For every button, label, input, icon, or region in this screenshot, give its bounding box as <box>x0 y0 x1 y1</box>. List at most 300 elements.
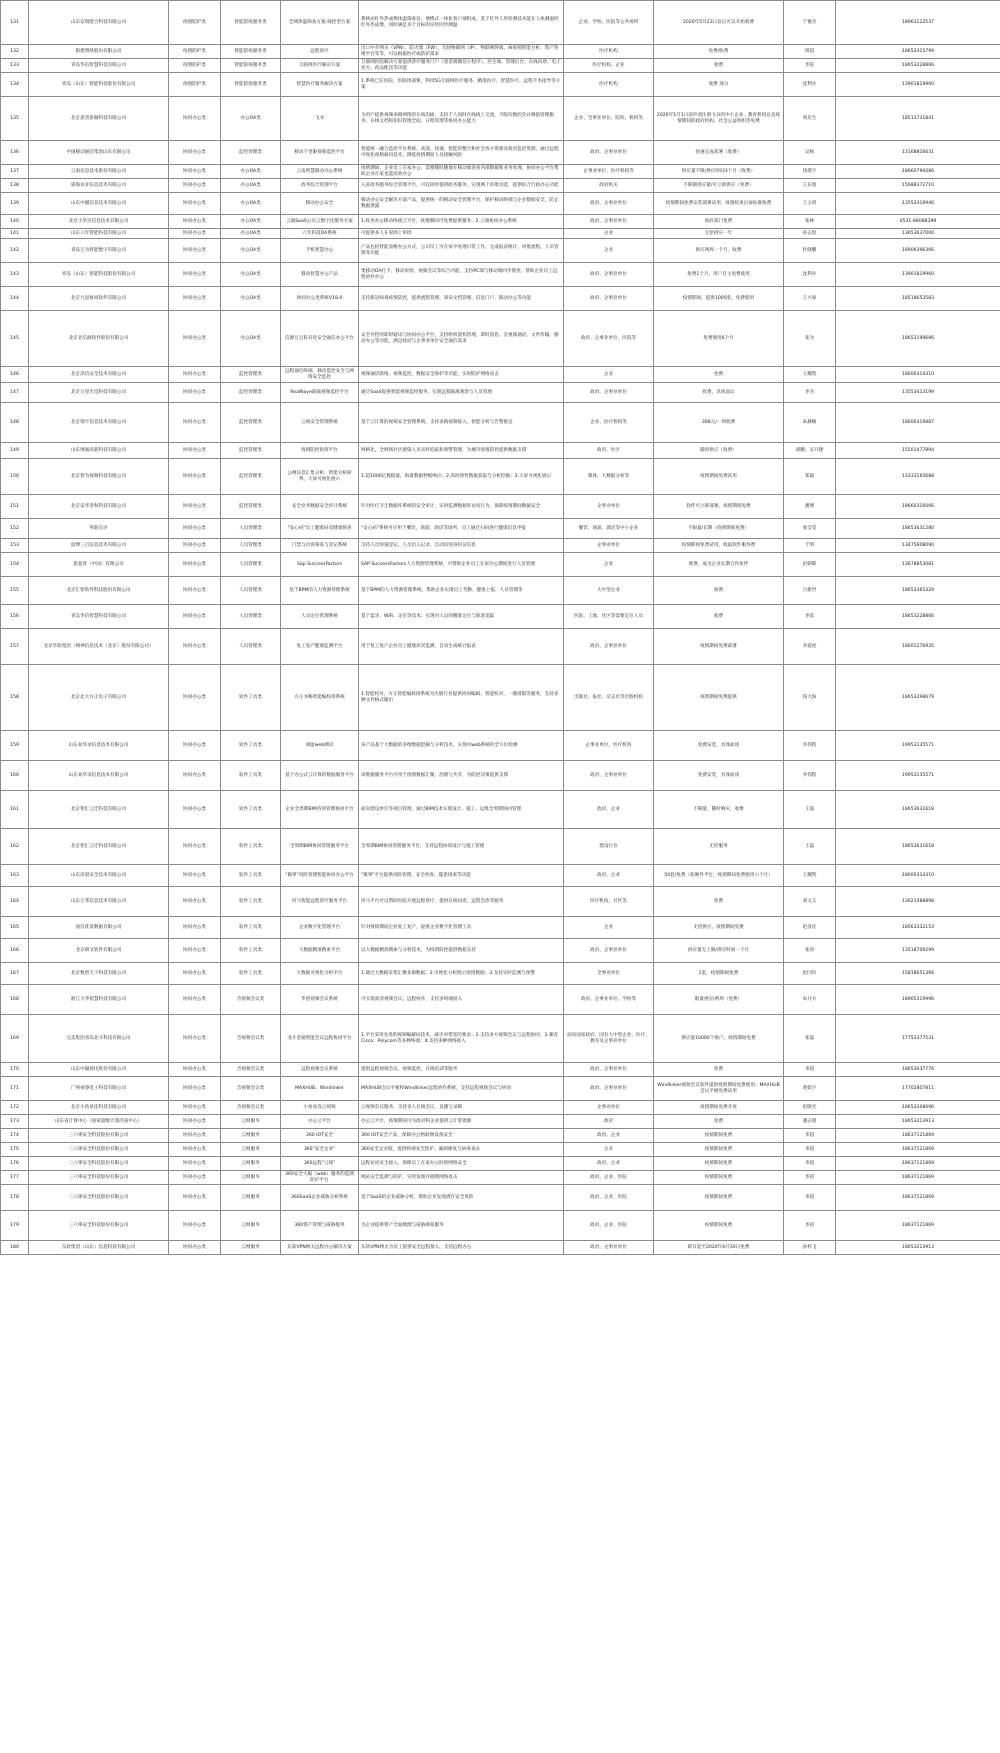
contact-phone-cell: 18601276935 <box>836 629 1000 665</box>
product-name-cell: 安全业务数据安全审计系统 <box>281 495 359 519</box>
target-users-cell: 政府、企事业单位 <box>564 383 654 403</box>
product-description-cell: 全周期BIM协同管理服务平台，支持远程协同设计与施工管理 <box>359 829 564 865</box>
supply-price-cell: 供应量无上限/供应时间一个月 <box>654 939 784 963</box>
category-cell: 协同办公类 <box>169 553 221 577</box>
contact-person-cell: 杜晓鹏 <box>784 239 836 263</box>
row-number-cell: 177 <box>1 1171 29 1185</box>
contact-phone-cell: 18653315799 <box>836 45 1000 59</box>
company-name-cell: 北京北信源软件股份有限公司 <box>29 311 169 367</box>
product-description-cell: 1.智能校对、方正智能编校排系统为出版行业提供协同编辑、智能校对、一键排版等服务，支持多种文件格式输出 <box>359 665 564 731</box>
product-name-cell: 协同办公类系统V18.0 <box>281 287 359 311</box>
table-row <box>1 59 1000 73</box>
product-description-cell: "微零"平台提供风险管理、安全检查、隐患排查等功能 <box>359 865 564 887</box>
supply-price-cell: 无偿服务 <box>654 829 784 865</box>
row-number-cell: 133 <box>1 59 29 73</box>
contact-person-cell: 王兴豪 <box>784 287 836 311</box>
category-cell: 协同办公类 <box>169 287 221 311</box>
subcategory-cell: 人员管理类 <box>221 577 281 605</box>
row-number-cell: 132 <box>1 45 29 59</box>
subcategory-cell: 软件工具类 <box>221 791 281 829</box>
contact-phone-cell: 13901819960 <box>836 73 1000 97</box>
row-number-cell: 138 <box>1 179 29 193</box>
row-number-cell: 163 <box>1 865 29 887</box>
table-row <box>1 229 1000 239</box>
product-description-cell: 1.系统已在医院、医联体部署，利用5G互联网医疗服务、精准医疗、智慧医疗、远程手术指导等方案 <box>359 73 564 97</box>
product-description-cell: 办公云平台，疫情期间可为政府和企业提供云计算资源 <box>359 1115 564 1129</box>
row-number-cell: 135 <box>1 97 29 141</box>
supply-price-cell: 免费安装，具体面谈 <box>654 731 784 761</box>
row-number-cell: 146 <box>1 367 29 383</box>
target-users-cell: 政府、企业 <box>564 791 654 829</box>
contact-phone-cell: 18653199686 <box>836 311 1000 367</box>
contact-person-cell: 王耀凯 <box>784 865 836 887</box>
product-description-cell: 疫情期间，企业员工在家办公，需要随时随地在移动端查看内部数据和业务处理，协同办公平台帮助企业在家也能高效办公 <box>359 165 564 179</box>
product-description-cell: 网站安全监测与防护，实时发现并阻断网络攻击 <box>359 1171 564 1185</box>
company-name-cell: 国信优易数据有限公司 <box>29 917 169 939</box>
contact-person-cell: 吴杨 <box>784 141 836 165</box>
contact-phone-cell: 18513731841 <box>836 97 1000 141</box>
row-number-cell: 175 <box>1 1143 29 1157</box>
subcategory-cell: 办公OA类 <box>221 165 281 179</box>
target-users-cell: 政府、企业、医院 <box>564 1171 654 1185</box>
product-description-cell: 面向建设单位等项目管理，通过BIM技术实现设计、施工、运维全周期协同管理 <box>359 791 564 829</box>
company-name-cell: 北京汇智软件科技股份有限公司 <box>29 577 169 605</box>
company-name-cell: 三六零安全科技股份有限公司 <box>29 1185 169 1211</box>
target-users-cell: 政府、企事业单位 <box>564 1077 654 1101</box>
table-row <box>1 45 1000 59</box>
target-users-cell: 企业 <box>564 1143 654 1157</box>
subcategory-cell: 音视频会议类 <box>221 1015 281 1063</box>
product-description-cell: 系统由红外热成像体温筛查仪、便携式一体化客户端组成，基于红外人形检测技术能在人体测温时红外热成像，同时满足多个目标的实时同步测温 <box>359 1 564 45</box>
row-number-cell: 166 <box>1 939 29 963</box>
subcategory-cell: 人员管理类 <box>221 553 281 577</box>
product-name-cell: 公网信息汇集分析、智能分析研判、大屏可视化展示 <box>281 459 359 495</box>
product-description-cell: 支持新冠病毒疫情防控，提供流程管理、知识文档管理、信息门户、移动办公等功能 <box>359 287 564 311</box>
supply-price-cell: 收费 部分 <box>654 73 784 97</box>
subcategory-cell: 监控管理类 <box>221 383 281 403</box>
table-row <box>1 459 1000 495</box>
supply-price-cell: 疫情期间免费 <box>654 1185 784 1211</box>
contact-phone-cell: 18653631618 <box>836 791 1000 829</box>
table-row <box>1 963 1000 985</box>
product-name-cell: 360 IOT安全 <box>281 1129 359 1143</box>
table-row <box>1 383 1000 403</box>
contact-phone-cell: 0531-88088399 <box>836 215 1000 229</box>
target-users-cell: 出版社、报社、杂志社等出版机构 <box>564 665 654 731</box>
product-name-cell: 小鱼易连云视频 <box>281 1101 359 1115</box>
target-users-cell: 政府、企事业单位 <box>564 141 654 165</box>
contact-person-cell: 黄姣宇 <box>784 1077 836 1101</box>
product-description-cell: 入驻政务服务综合管理平台，可以同时提供政务服务，实现网上审批功能，提供综合行政办公功能 <box>359 179 564 193</box>
product-description-cell: 智能统一融合监控平台系统。高效、快速、智能的整合和社会各方资源及政府监控资源，通过远程可视化视频通讯技术，降低疫情期间人员接触风险 <box>359 141 564 165</box>
product-name-cell: 远程通信终端、移动监控安全与网络安全监控 <box>281 367 359 383</box>
target-users-cell: 政府、企事业单位、医院等 <box>564 311 654 367</box>
contact-phone-cell: 18637121869 <box>836 1211 1000 1241</box>
subcategory-cell: 软件工具类 <box>221 731 281 761</box>
row-number-cell: 153 <box>1 539 29 553</box>
table-row <box>1 311 1000 367</box>
product-name-cell: RealNoye隔离视频监控平台 <box>281 383 359 403</box>
supply-price-cell: 收费 <box>654 605 784 629</box>
product-name-cell: 移动智慧办公产品 <box>281 263 359 287</box>
table-row <box>1 1185 1000 1211</box>
category-cell: 协同办公类 <box>169 939 221 963</box>
category-cell: 协同办公类 <box>169 629 221 665</box>
product-description-cell: 针对医疗卫生数据库系统的安全审计，实时监测数据库访问行为，保障疫情期间数据安全 <box>359 495 564 519</box>
subcategory-cell: 云网服务 <box>221 1129 281 1143</box>
subcategory-cell: 软件工具类 <box>221 963 281 985</box>
category-cell: 疫情防护类 <box>169 59 221 73</box>
supply-price-cell: 不限量/长期（疫情期间免费） <box>654 519 784 539</box>
contact-person-cell: 张林 <box>784 215 836 229</box>
table-row <box>1 73 1000 97</box>
contact-phone-cell: 13678853081 <box>836 553 1000 577</box>
target-users-cell: 企业 <box>564 553 654 577</box>
supply-price-cell: 398元/一周收费 <box>654 403 784 443</box>
row-number-cell: 173 <box>1 1115 29 1129</box>
product-description-cell: 1.超1000亿数据量，海量数据秒级响应；2.高时效性数据获取与分析挖掘；3.大屏可视化展示 <box>359 459 564 495</box>
company-name-cell: 广州视睿电子科技有限公司 <box>29 1077 169 1101</box>
contact-phone-cell: 18637121869 <box>836 1157 1000 1171</box>
company-name-cell: 青岛（山东）智能科技股份有限公司 <box>29 263 169 287</box>
contact-person-cell: 赵闫玲 <box>784 963 836 985</box>
target-users-cell: 建设行业 <box>564 829 654 865</box>
subcategory-cell: 智能防疫服务类 <box>221 59 281 73</box>
target-users-cell: 医疗机构、社区等 <box>564 887 654 917</box>
target-users-cell: 政府、企事业单位 <box>564 939 654 963</box>
contact-phone-cell: 18653208696 <box>836 1101 1000 1115</box>
contact-person-cell: 朱开兵 <box>784 985 836 1015</box>
product-description-cell: 安全可控的即时通讯与协同办公平台，支持组织架构管理、即时消息、音视频通话、文件传输、移动办公等功能，满足政府与企事业单位安全通信需求 <box>359 311 564 367</box>
subcategory-cell: 云网服务 <box>221 1171 281 1185</box>
table-row <box>1 1143 1000 1157</box>
contact-person-cell: 赵彦民 <box>784 917 836 939</box>
company-name-cell: 东软集团（山东）信息科技有限公司 <box>29 1241 169 1255</box>
company-name-cell: 银建博扬股份有限公司 <box>29 45 169 59</box>
product-description-cell: 1.政务办公移动终端云平台，疫情期间可免费提供服务；2.云端协同办公系统 <box>359 215 564 229</box>
table-row <box>1 287 1000 311</box>
supply-price-cell: 供应量不限/供应时间3个月（收费） <box>654 165 784 179</box>
category-cell: 协同办公类 <box>169 605 221 629</box>
product-name-cell: 全域体温筛查方案-疫控型方案 <box>281 1 359 45</box>
supply-price-cell: 收费 <box>654 59 784 73</box>
contact-phone-cell: 13021488898 <box>836 887 1000 917</box>
supply-price-cell: 不限量，随时响应，收费 <box>654 791 784 829</box>
company-name-cell: 英联点评 <box>29 519 169 539</box>
row-number-cell: 145 <box>1 311 29 367</box>
supply-price-cell: 疫情期间免费部署 <box>654 629 784 665</box>
product-name-cell: 基于办公式云计算的数据服务平台 <box>281 761 359 791</box>
company-name-cell: 北京华软集团（网神信息技术（北京）股份有限公司） <box>29 629 169 665</box>
supply-price-cell: 免费 <box>654 887 784 917</box>
supply-price-cell: Windlinker视频会议软件提供疫情期间免费使用；MAXHUB会议平板免费试用 <box>654 1077 784 1101</box>
category-cell: 协同办公类 <box>169 577 221 605</box>
row-number-cell: 143 <box>1 263 29 287</box>
target-users-cell: 企业 <box>564 917 654 939</box>
product-name-cell: 办公云平台 <box>281 1115 359 1129</box>
target-users-cell: 医疗机构、企业 <box>564 59 654 73</box>
contact-person-cell: 赵朝晖 <box>784 553 836 577</box>
row-number-cell: 134 <box>1 73 29 97</box>
product-description-cell: 网格化、全网域社区感染人员实时追踪和预警管理，为城市疫情防控提供数据支撑 <box>359 443 564 459</box>
company-name-cell: 山东中磁信息技术有限公司 <box>29 193 169 215</box>
category-cell: 协同办公类 <box>169 1185 221 1211</box>
product-description-cell: 移动办公安全解决方案产品，提供统一的移动安全管理平台，保护移动终端与企业数据安全，防止数据泄露 <box>359 193 564 215</box>
contact-phone-cell: 18637121869 <box>836 1185 1000 1211</box>
subcategory-cell: 监控管理类 <box>221 367 281 383</box>
contact-phone-cell: 13653637000 <box>836 229 1000 239</box>
company-name-cell: 浙江大华智慧科技有限公司 <box>29 985 169 1015</box>
subcategory-cell: 办公OA类 <box>221 193 281 215</box>
category-cell: 协同办公类 <box>169 1171 221 1185</box>
product-description-cell: 360安全企业版，提供终端安全防护、漏洞修复与病毒查杀 <box>359 1143 564 1157</box>
subcategory-cell: 软件工具类 <box>221 829 281 865</box>
target-users-cell: 政府、企事业单位 <box>564 193 654 215</box>
category-cell: 协同办公类 <box>169 1129 221 1143</box>
product-name-cell: 360远程"云探" <box>281 1157 359 1171</box>
contact-person-cell: 王磊 <box>784 829 836 865</box>
product-description-cell: 东软VPN网关为员工提供安全远程接入，支持远程办公 <box>359 1241 564 1255</box>
target-users-cell: 政府、企业 <box>564 1157 654 1171</box>
table-row <box>1 1015 1000 1063</box>
row-number-cell: 167 <box>1 963 29 985</box>
category-cell: 协同办公类 <box>169 367 221 383</box>
company-name-cell: 云南信息技术股份有限公司 <box>29 165 169 179</box>
table-row <box>1 367 1000 383</box>
supply-price-cell: 疫情期间免费 <box>654 1171 784 1185</box>
contact-person-cell: 李超 <box>784 1157 836 1171</box>
table-row <box>1 193 1000 215</box>
category-cell: 协同办公类 <box>169 1241 221 1255</box>
table-row <box>1 865 1000 887</box>
company-name-cell: 山东易华录信息技术有限公司 <box>29 731 169 761</box>
target-users-cell: 医院、工地、社区等需要定位人员 <box>564 605 654 629</box>
subcategory-cell: 办公OA类 <box>221 229 281 239</box>
supply-price-cell: 收费 <box>654 577 784 605</box>
category-cell: 协同办公类 <box>169 141 221 165</box>
product-description-cell: 该产品基于大数据的多维数据挖掘与分析技术，实现对web系统的全方位检测 <box>359 731 564 761</box>
contact-person-cell: 赵晓光 <box>784 1101 836 1115</box>
contact-person-cell: 王磊 <box>784 791 836 829</box>
category-cell: 协同办公类 <box>169 165 221 179</box>
supply-price-cell: 疫情期间免费 <box>654 1211 784 1241</box>
category-cell: 协同办公类 <box>169 383 221 403</box>
product-description-cell: 云视频会议服务，支持多人在线会议、直播与录制 <box>359 1101 564 1115</box>
category-cell: 协同办公类 <box>169 1115 221 1129</box>
contact-person-cell: 于俊杰 <box>784 1 836 45</box>
target-users-cell: 企业 <box>564 367 654 383</box>
category-cell: 协同办公类 <box>169 1063 221 1077</box>
product-name-cell: 云端SaaS公有云数字化服务方案 <box>281 215 359 229</box>
company-name-cell: 思爱普（中国）有限公司 <box>29 553 169 577</box>
row-number-cell: 162 <box>1 829 29 865</box>
row-number-cell: 180 <box>1 1241 29 1255</box>
contact-phone-cell: 18905319996 <box>836 985 1000 1015</box>
product-description-cell: "安心码"系统可应用于餐饮、商超、酒店等场所，员工通过扫码进行健康信息申报 <box>359 519 564 539</box>
supply-price-cell: 供应量10000个账户，疫情期间免费 <box>654 1015 784 1063</box>
target-users-cell: 面向国家政府、国有大中型企业、医疗、教育及企事业单位 <box>564 1015 654 1063</box>
target-users-cell: 政府、企业、医院 <box>564 1185 654 1211</box>
table-row <box>1 239 1000 263</box>
table-row <box>1 519 1000 539</box>
table-row <box>1 403 1000 443</box>
target-users-cell: 政府、企事业单位 <box>564 761 654 791</box>
category-cell: 协同办公类 <box>169 865 221 887</box>
contact-person-cell: 李震虎 <box>784 629 836 665</box>
product-name-cell: "安心码"员工健康码及健康筛查 <box>281 519 359 539</box>
table-row <box>1 829 1000 865</box>
category-cell: 协同办公类 <box>169 1211 221 1241</box>
supply-price-cell: 免费 <box>654 1115 784 1129</box>
table-row <box>1 985 1000 1015</box>
company-name-cell: 山东易华录信息技术有限公司 <box>29 761 169 791</box>
company-name-cell: 山东省计算中心（国家超级计算济南中心） <box>29 1115 169 1129</box>
product-description-cell: 互联网医院解决方案提供诊疗服务门户（患者端微信小程序）、医生端、管理后台、在线问诊、电子处方、药品配送等功能 <box>359 59 564 73</box>
contact-person-cell: 郑毅 <box>784 459 836 495</box>
category-cell: 协同办公类 <box>169 193 221 215</box>
contact-person-cell: 吕新世 <box>784 577 836 605</box>
company-name-cell: 青岛华信智慧科技有限公司 <box>29 605 169 629</box>
product-description-cell: 基于云计算的视频安全管理系统，支持多路视频接入、智能分析与告警推送 <box>359 403 564 443</box>
row-number-cell: 172 <box>1 1101 29 1115</box>
table-row <box>1 1115 1000 1129</box>
company-name-cell: 北京数智天下科技有限公司 <box>29 963 169 985</box>
contact-person-cell: 潘博 <box>784 495 836 519</box>
supply-price-cell: 政府部门免费 <box>654 215 784 229</box>
product-name-cell: 手机智慧办公 <box>281 239 359 263</box>
contact-phone-cell: 18600319887 <box>836 403 1000 443</box>
subcategory-cell: 办公OA类 <box>221 215 281 229</box>
product-name-cell: 大数据可视化分析平台 <box>281 963 359 985</box>
contact-phone-cell: 18653037776 <box>836 1063 1000 1077</box>
contact-phone-cell: 18653213913 <box>836 1241 1000 1255</box>
product-description-cell: 该数据服务平台可用于疫情数据汇聚、治理与共享，为防控决策提供支撑 <box>359 761 564 791</box>
product-description-cell: 为企业提供资产全面梳理与威胁感知服务 <box>359 1211 564 1241</box>
target-users-cell: 企业、学校、医院等公共场所 <box>564 1 654 45</box>
product-name-cell: 360"安全企业" <box>281 1143 359 1157</box>
category-cell: 协同办公类 <box>169 263 221 287</box>
subcategory-cell: 办公OA类 <box>221 239 281 263</box>
row-number-cell: 150 <box>1 459 29 495</box>
subcategory-cell: 软件工具类 <box>221 939 281 963</box>
subcategory-cell: 软件工具类 <box>221 761 281 791</box>
contact-person-cell: 张为 <box>784 311 836 367</box>
product-description-cell: 支持人员快速登记、人员出入记录，自动识别身份证信息 <box>359 539 564 553</box>
contact-phone-cell: 15688372710 <box>836 179 1000 193</box>
subcategory-cell: 软件工具类 <box>221 865 281 887</box>
table-row <box>1 1077 1000 1101</box>
product-name-cell: 云视安全管理系统 <box>281 403 359 443</box>
category-cell: 协同办公类 <box>169 829 221 865</box>
subcategory-cell: 人员管理类 <box>221 629 281 665</box>
contact-person-cell: 李超 <box>784 1211 836 1241</box>
supply-price-cell: 疫情期间免费试用，收取软件服务费 <box>654 539 784 553</box>
product-description-cell: 集移动OA打卡、移动审批、视频会议等综合功能，支持PC端与移动端同步使用，帮助企业员工远程协作办公 <box>359 263 564 287</box>
contact-phone-cell: 18653631618 <box>836 829 1000 865</box>
supply-price-cell: 疫情期间免费 <box>654 1129 784 1143</box>
product-name-cell: 互联网医疗解决方案 <box>281 59 359 73</box>
product-name-cell: 远程诊疗 <box>281 45 359 59</box>
product-name-cell: 大数据精准搜索平台 <box>281 939 359 963</box>
product-name-cell: 企业全周期BIM咨询管理协同平台 <box>281 791 359 829</box>
row-number-cell: 149 <box>1 443 29 459</box>
category-cell: 协同办公类 <box>169 1015 221 1063</box>
contact-phone-cell: 18906396366 <box>836 239 1000 263</box>
target-users-cell: 企事业单位、医疗机构等 <box>564 165 654 179</box>
supply-price-cell: 2020年5月1日前申请注册飞书的中小企业、教育机构以及疫情期间的政府机构、社会公益组织等免费 <box>654 97 784 141</box>
category-cell: 协同办公类 <box>169 985 221 1015</box>
contact-phone-cell: 18653365329 <box>836 577 1000 605</box>
table-row <box>1 1241 1000 1255</box>
product-description-cell: 用于复工复产企业员工健康状况监测，自动生成统计报表 <box>359 629 564 665</box>
company-name-cell: 北京安华金和科技有限公司 <box>29 495 169 519</box>
contact-person-cell: 李雷 <box>784 59 836 73</box>
category-cell: 协同办公类 <box>169 791 221 829</box>
contact-phone-cell: 18653631280 <box>836 519 1000 539</box>
row-number-cell: 151 <box>1 495 29 519</box>
company-name-cell: 三六零安全科技股份有限公司 <box>29 1143 169 1157</box>
supply-price-cell: 免费/收费 <box>654 45 784 59</box>
table-row <box>1 665 1000 731</box>
table-row <box>1 1171 1000 1185</box>
product-name-cell: 360资产管理与威胁服务 <box>281 1211 359 1241</box>
company-name-cell: 三六零安全科技股份有限公司 <box>29 1171 169 1185</box>
row-number-cell: 131 <box>1 1 29 45</box>
category-cell: 协同办公类 <box>169 1143 221 1157</box>
category-cell: 协同办公类 <box>169 229 221 239</box>
supply-price-cell: 疫情期间免费提供 <box>654 665 784 731</box>
product-description-cell: 针对疫情期间企业复工复产，提供企业数字化管理工具 <box>359 917 564 939</box>
subcategory-cell: 云网服务 <box>221 1241 281 1255</box>
product-name-cell: 全周期BIM协同管理服务平台 <box>281 829 359 865</box>
table-row <box>1 791 1000 829</box>
product-description-cell: MAXHUB会议平板和Windlinker远程协作系统，支持远程视频会议与协同 <box>359 1077 564 1101</box>
contact-person-cell: 周超 <box>784 45 836 59</box>
table-row <box>1 443 1000 459</box>
company-name-cell: 三六零安全科技股份有限公司 <box>29 1211 169 1241</box>
product-description-cell: 360 IOT安全产品，保障办公物联网设备安全 <box>359 1129 564 1143</box>
product-name-cell: 基于BPM的人力资源管理系统 <box>281 577 359 605</box>
contact-person-cell: 李超 <box>784 1171 836 1185</box>
company-name-cell: 山东万邦信息技术有限公司 <box>29 887 169 917</box>
subcategory-cell: 音视频会议类 <box>221 1063 281 1077</box>
company-name-cell: 北京小华宫信息技术有限公司 <box>29 215 169 229</box>
contact-person-cell: 李超 <box>784 1129 836 1143</box>
category-cell: 协同办公类 <box>169 539 221 553</box>
subcategory-cell: 监控管理类 <box>221 443 281 459</box>
contact-phone-cell: 18653228866 <box>836 605 1000 629</box>
product-name-cell: 信源豆豆私有化安全通信办公平台 <box>281 311 359 367</box>
subcategory-cell: 软件工具类 <box>221 917 281 939</box>
contact-phone-cell: 17702807811 <box>836 1077 1000 1101</box>
contact-phone-cell: 19953135571 <box>836 731 1000 761</box>
product-name-cell: 人员定位管理系统 <box>281 605 359 629</box>
contact-phone-cell: 18653228866 <box>836 59 1000 73</box>
row-number-cell: 155 <box>1 577 29 605</box>
subcategory-cell: 监控管理类 <box>221 459 281 495</box>
contact-person-cell: 周先生 <box>784 97 836 141</box>
row-number-cell: 157 <box>1 629 29 665</box>
target-users-cell: 政府、企事业单位 <box>564 629 654 665</box>
row-number-cell: 144 <box>1 287 29 311</box>
category-cell: 协同办公类 <box>169 963 221 985</box>
target-users-cell: 企业 <box>564 239 654 263</box>
product-description-cell: 基于SaaS的企业威胁分析，帮助企业发现潜在安全风险 <box>359 1185 564 1211</box>
product-name-cell: 方正书畅智能编校排系统 <box>281 665 359 731</box>
subcategory-cell: 办公OA类 <box>221 311 281 367</box>
contact-person-cell: 张磊 <box>784 1015 836 1063</box>
company-name-cell: 山东六年智能科技有限公司 <box>29 229 169 239</box>
